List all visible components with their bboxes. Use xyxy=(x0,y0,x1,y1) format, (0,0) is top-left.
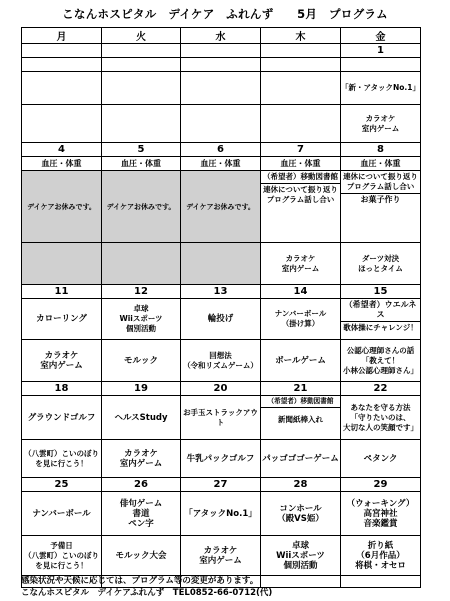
am-cell: ヘルスStudy xyxy=(102,396,181,440)
am-cell xyxy=(261,171,341,243)
date-cell: 1 xyxy=(341,44,421,58)
pm-cell: カラオケ 室内ゲーム xyxy=(102,440,181,478)
date-cell: 15 xyxy=(341,285,421,299)
date-cell: 21 xyxy=(261,382,341,396)
pm-cell: モルック xyxy=(102,340,181,382)
pm-cell: 折り紙 （6月作品） 将棋・オセロ xyxy=(341,536,421,576)
weekday-thu: 木 xyxy=(261,28,341,44)
closed-cell: デイケアお休みです。 xyxy=(181,171,261,243)
pm-cell: カラオケ 室内ゲーム xyxy=(261,243,341,285)
pm-cell xyxy=(181,105,261,143)
bp-cell: 血圧・体重 xyxy=(181,157,261,171)
week5-am-row xyxy=(22,492,421,536)
pm-cell: 牛乳パックゴルフ xyxy=(181,440,261,478)
week2-pm-row xyxy=(22,243,421,285)
week5-date-row xyxy=(22,478,421,492)
week1-pm-row xyxy=(22,105,421,143)
sweets-note: お菓子作り xyxy=(341,193,420,206)
contact-text: こなんホスピタル デイケアふれんず TEL0852-66-0712(代) xyxy=(21,588,273,598)
week1-bp-row xyxy=(22,58,421,72)
spacer-cell xyxy=(261,576,341,588)
am-cell: コンホール （殿VS姫） xyxy=(261,492,341,536)
pm-cell: カラオケ 室内ゲーム xyxy=(22,340,102,382)
date-cell: 28 xyxy=(261,478,341,492)
date-cell: 18 xyxy=(22,382,102,396)
am-cell xyxy=(22,72,102,105)
week3-pm-row xyxy=(22,340,421,382)
bp-cell xyxy=(341,58,421,72)
pm-cell xyxy=(22,105,102,143)
date-cell xyxy=(22,44,102,58)
am-cell xyxy=(341,171,421,243)
pm-cell xyxy=(102,105,181,143)
singing-note: 歌体操にチャレンジ！ xyxy=(341,321,420,334)
am-cell: 卓球 Wiiスポーツ 個別活動 xyxy=(102,299,181,340)
date-cell: 4 xyxy=(22,143,102,157)
am-cell: あなたを守る方法 「守りたいのは、 大切な人の笑顔です」 xyxy=(341,396,421,440)
week2-bp-row xyxy=(22,157,421,171)
week4-pm-row xyxy=(22,440,421,478)
spacer-cell xyxy=(341,576,421,588)
week1-am-row xyxy=(22,72,421,105)
date-cell xyxy=(181,44,261,58)
pm-cell: 卓球 Wiiスポーツ 個別活動 xyxy=(261,536,341,576)
weekday-fri: 金 xyxy=(341,28,421,44)
weekday-wed: 水 xyxy=(181,28,261,44)
week4-am-row xyxy=(22,396,421,440)
week2-date-row xyxy=(22,143,421,157)
date-cell: 19 xyxy=(102,382,181,396)
weekday-header-row xyxy=(22,28,421,44)
date-cell: 14 xyxy=(261,285,341,299)
review-note: 連休について振り返り プログラム話し合い xyxy=(261,183,340,206)
am-cell: 「アタックNo.1」 xyxy=(181,492,261,536)
bp-cell: 血圧・体重 xyxy=(102,157,181,171)
am-cell: グラウンドゴルフ xyxy=(22,396,102,440)
pm-cell: パッゴゴゴーゲーム xyxy=(261,440,341,478)
footer xyxy=(21,575,272,599)
am-cell: ナンバーボール （掛け算） xyxy=(261,299,341,340)
bp-cell xyxy=(261,58,341,72)
pm-cell: カラオケ 室内ゲーム xyxy=(181,536,261,576)
am-cell: 俳句ゲーム 書道 ペン字 xyxy=(102,492,181,536)
date-cell: 20 xyxy=(181,382,261,396)
week2-am-row xyxy=(22,171,421,243)
pm-cell: ダーツ対決 ほっとタイム xyxy=(341,243,421,285)
am-cell: ナンバーボール xyxy=(22,492,102,536)
date-cell: 29 xyxy=(341,478,421,492)
date-cell: 13 xyxy=(181,285,261,299)
date-cell xyxy=(102,44,181,58)
date-cell: 26 xyxy=(102,478,181,492)
page-title: こなんホスピタル デイケア ふれんず 5月 プログラム xyxy=(62,7,388,21)
pm-cell: カラオケ 室内ゲーム xyxy=(341,105,421,143)
date-cell: 8 xyxy=(341,143,421,157)
am-cell: カローリング xyxy=(22,299,102,340)
pm-cell: モルック大会 xyxy=(102,536,181,576)
date-cell: 5 xyxy=(102,143,181,157)
closed-cell: デイケアお休みです。 xyxy=(22,171,102,243)
closed-cell-pm xyxy=(181,243,261,285)
am-cell xyxy=(102,72,181,105)
pm-cell: 回想法 （令和リズムゲーム） xyxy=(181,340,261,382)
week4-date-row xyxy=(22,382,421,396)
review-note: 連休について振り返り プログラム話し合い xyxy=(343,172,418,191)
am-cell xyxy=(261,396,341,440)
closed-cell: デイケアお休みです。 xyxy=(102,171,181,243)
am-cell: お手玉ストラックアウト xyxy=(181,396,261,440)
library-note: （希望者）移動図書館 xyxy=(267,397,334,405)
am-cell xyxy=(181,72,261,105)
am-cell: 「新・アタックNo.1」 xyxy=(341,72,421,105)
pm-cell: ボールゲーム xyxy=(261,340,341,382)
closed-cell-pm xyxy=(102,243,181,285)
week3-am-row xyxy=(22,299,421,340)
closed-cell-pm xyxy=(22,243,102,285)
program-calendar xyxy=(21,27,421,588)
weekday-tue: 火 xyxy=(102,28,181,44)
weekday-mon: 月 xyxy=(22,28,102,44)
am-cell xyxy=(261,72,341,105)
bp-cell: 血圧・体重 xyxy=(22,157,102,171)
pm-cell: （八雲町）こいのぼり を見に行こう！ xyxy=(22,440,102,478)
bp-cell: 血圧・体重 xyxy=(341,157,421,171)
pm-cell: ペタンク xyxy=(341,440,421,478)
pm-cell: 予備日 （八雲町）こいのぼり を見に行こう！ xyxy=(22,536,102,576)
bp-cell xyxy=(181,58,261,72)
date-cell: 7 xyxy=(261,143,341,157)
date-cell xyxy=(261,44,341,58)
date-cell: 27 xyxy=(181,478,261,492)
wellness-note: （希望者）ウエルネス xyxy=(344,300,417,319)
notice-text: 感染状況や天候に応じては、プログラム等の変更があります。 xyxy=(21,576,259,586)
am-cell: （ウォーキング） 高宮神社 音楽鑑賞 xyxy=(341,492,421,536)
library-note: （希望者）移動図書館 xyxy=(263,172,338,181)
bp-cell: 血圧・体重 xyxy=(261,157,341,171)
date-cell: 6 xyxy=(181,143,261,157)
date-cell: 11 xyxy=(22,285,102,299)
week1-date-row xyxy=(22,44,421,58)
am-cell: 輪投げ xyxy=(181,299,261,340)
date-cell: 12 xyxy=(102,285,181,299)
newspaper-note: 新聞紙棒入れ xyxy=(261,407,340,432)
am-cell xyxy=(341,299,421,340)
week5-pm-row xyxy=(22,536,421,576)
bp-cell xyxy=(22,58,102,72)
date-cell: 22 xyxy=(341,382,421,396)
date-cell: 25 xyxy=(22,478,102,492)
pm-cell xyxy=(261,105,341,143)
week3-date-row xyxy=(22,285,421,299)
pm-cell: 公認心理師さんの話 「教えて！ 小林公認心理師さん」 xyxy=(341,340,421,382)
bp-cell xyxy=(102,58,181,72)
